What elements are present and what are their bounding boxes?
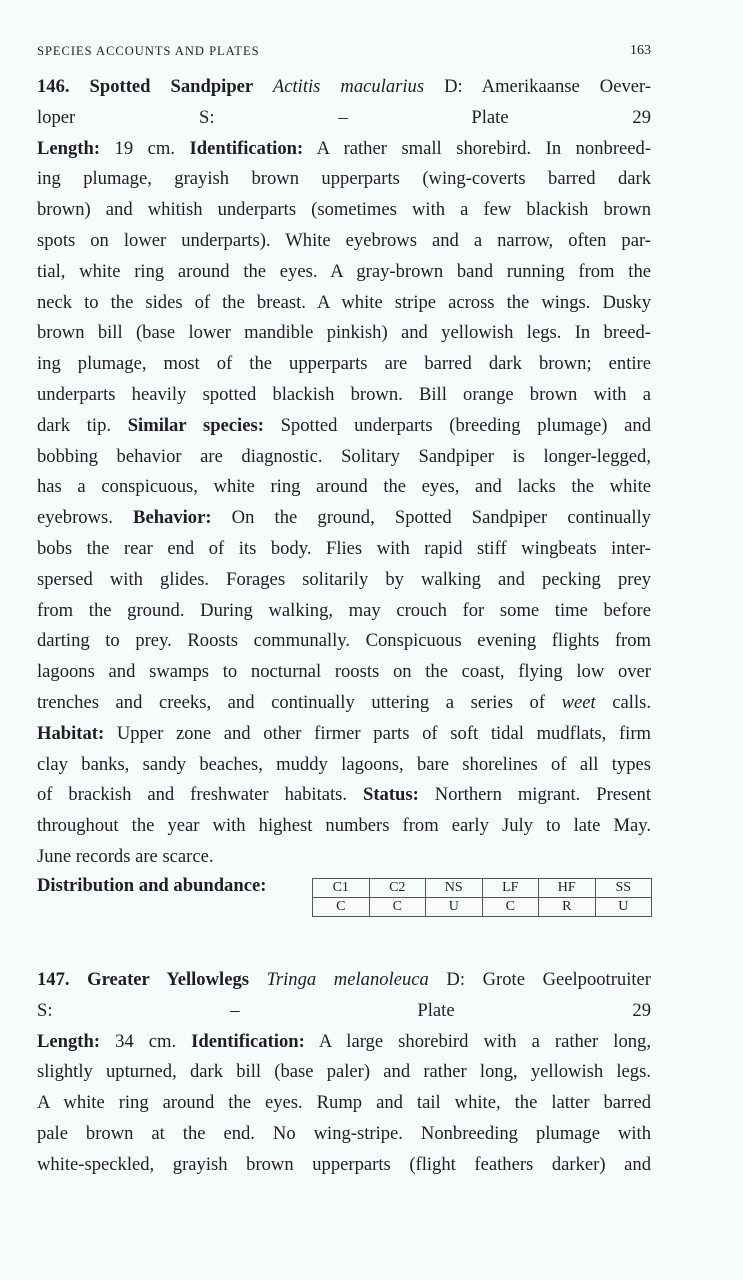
body-text: bobbing behavior are diagnostic. Solitary Sandpiper is longer-legged,	[37, 445, 651, 467]
body-text: trenches and creeks, and continually uttering a series of	[37, 691, 562, 713]
body-text: of brackish and freshwater habitats.	[37, 784, 364, 806]
text-line	[37, 103, 651, 134]
italic-text: Actitis macularius	[272, 76, 425, 97]
bold-text: 146. Spotted Sandpiper	[37, 76, 273, 97]
text-line	[37, 226, 651, 257]
text-line	[37, 72, 651, 103]
table-cell: U	[595, 898, 652, 917]
text-line	[37, 164, 651, 195]
body-text: Upper zone and other firmer parts of soft tidal mudflats, firm	[104, 722, 651, 744]
text-line	[37, 503, 651, 534]
text-line	[37, 1119, 651, 1150]
body-text: underparts heavily spotted blackish brown. Bill orange brown with a	[37, 383, 651, 405]
bold-text: Status:	[363, 784, 419, 806]
body-text: dark tip.	[37, 414, 128, 436]
table-cell: SS	[595, 879, 652, 898]
table-cell: HF	[539, 879, 596, 898]
table-cell: LF	[482, 879, 539, 898]
text-line	[37, 811, 651, 842]
text-line	[37, 780, 651, 811]
running-head	[37, 44, 651, 64]
table-cell: R	[539, 898, 596, 917]
species-account-146	[37, 72, 651, 873]
text-line	[37, 195, 651, 226]
text-line	[37, 750, 651, 781]
body-text: ing plumage, grayish brown upperparts (wing-coverts barred dark	[37, 168, 651, 190]
body-text: white-speckled, grayish brown upperparts (flight feathers darker) and	[37, 1153, 651, 1175]
text-line	[37, 1088, 651, 1119]
text-line	[37, 1150, 651, 1181]
body-text: 34 cm.	[100, 1030, 192, 1052]
body-text: D: Grote Geelpootruiter	[428, 969, 651, 990]
bold-text: Length:	[37, 137, 101, 159]
table-row	[313, 898, 652, 917]
body-text: On the ground, Spotted Sandpiper continually	[211, 507, 651, 529]
body-text: A white ring around the eyes. Rump and tail white, the latter barred	[37, 1092, 651, 1114]
body-text: from the ground. During walking, may crouch for some time before	[37, 599, 651, 621]
body-text: D: Amerikaanse Oever-	[424, 76, 652, 97]
text-line	[37, 257, 651, 288]
body-text: Spotted underparts (breeding plumage) and	[263, 414, 651, 436]
body-text: lagoons and swamps to nocturnal roosts on the coast, flying low over	[37, 661, 651, 683]
distribution-table	[312, 878, 652, 917]
text-line	[37, 288, 651, 319]
distribution-abundance	[37, 873, 651, 923]
text-line	[37, 596, 651, 627]
text-line	[37, 1057, 651, 1088]
body-text: bobs the rear end of its body. Flies with rapid stiff wingbeats inter-	[37, 537, 651, 559]
text-line	[37, 565, 651, 596]
body-text: brown bill (base lower mandible pinkish) and yellowish legs. In breed-	[37, 322, 651, 344]
page-number: 163	[630, 43, 651, 58]
italic-text: Tringa melanoleuca	[266, 969, 429, 990]
table-cell: C	[369, 898, 426, 917]
body-text: calls.	[595, 691, 651, 713]
text-line	[37, 411, 651, 442]
text-line	[37, 134, 651, 165]
text-line	[37, 1027, 651, 1058]
body-text: darting to prey. Roosts communally. Conspicuous evening flights from	[37, 630, 651, 652]
body-text: S: – Plate 29	[37, 999, 651, 1021]
text-line	[37, 626, 651, 657]
body-text: loper S: – Plate 29	[37, 106, 651, 128]
body-text: spots on lower underparts). White eyebrows and a narrow, often par-	[37, 229, 651, 251]
body-text: throughout the year with highest numbers from early July to late May.	[37, 815, 651, 837]
bold-text: Identification:	[191, 1030, 305, 1052]
italic-text: weet	[561, 691, 596, 713]
body-text: tial, white ring around the eyes. A gray-brown band running from the	[37, 260, 651, 282]
text-line	[37, 657, 651, 688]
body-text: ing plumage, most of the upperparts are barred dark brown; entire	[37, 353, 651, 375]
table-header-row	[313, 879, 652, 898]
body-text: slightly upturned, dark bill (base paler) and rather long, yellowish legs.	[37, 1061, 651, 1083]
table-cell: C1	[313, 879, 370, 898]
species-account-147	[37, 965, 651, 1181]
text-line	[37, 534, 651, 565]
body-text: June records are scarce.	[37, 845, 214, 867]
bold-text: Habitat:	[37, 722, 105, 744]
body-text: eyebrows.	[37, 507, 134, 529]
table-cell: U	[426, 898, 483, 917]
body-text: A rather small shorebird. In nonbreed-	[303, 137, 652, 159]
body-text: neck to the sides of the breast. A white stripe across the wings. Dusky	[37, 291, 651, 313]
body-text: Northern migrant. Present	[418, 784, 651, 806]
body-text: pale brown at the end. No wing-stripe. Nonbreeding plumage with	[37, 1122, 651, 1144]
text-line	[37, 688, 651, 719]
bold-text: Behavior:	[133, 507, 212, 529]
bold-text: Length:	[37, 1030, 101, 1052]
running-head-title: SPECIES ACCOUNTS AND PLATES	[37, 44, 260, 58]
bold-text: 147. Greater Yellowlegs	[37, 969, 267, 990]
text-line	[37, 472, 651, 503]
body-text: brown) and whitish underparts (sometimes with a few blackish brown	[37, 199, 651, 221]
body-text: A large shorebird with a rather long,	[304, 1030, 651, 1052]
body-text: clay banks, sandy beaches, muddy lagoons, bare shorelines of all types	[37, 753, 651, 775]
text-line	[37, 349, 651, 380]
table-cell: C	[482, 898, 539, 917]
body-text: spersed with glides. Forages solitarily by walking and pecking prey	[37, 568, 651, 590]
text-line	[37, 442, 651, 473]
bold-text: Identification:	[189, 137, 304, 159]
text-line	[37, 842, 651, 873]
table-cell: C	[313, 898, 370, 917]
table-cell: C2	[369, 879, 426, 898]
distribution-label: Distribution and abundance:	[37, 875, 267, 896]
text-line	[37, 996, 651, 1027]
table-cell: NS	[426, 879, 483, 898]
body-text: has a conspicuous, white ring around the eyes, and lacks the white	[37, 476, 651, 498]
text-line	[37, 318, 651, 349]
text-line	[37, 965, 651, 996]
text-line	[37, 719, 651, 750]
text-line	[37, 380, 651, 411]
bold-text: Similar species:	[127, 414, 264, 436]
body-text: 19 cm.	[100, 137, 190, 159]
